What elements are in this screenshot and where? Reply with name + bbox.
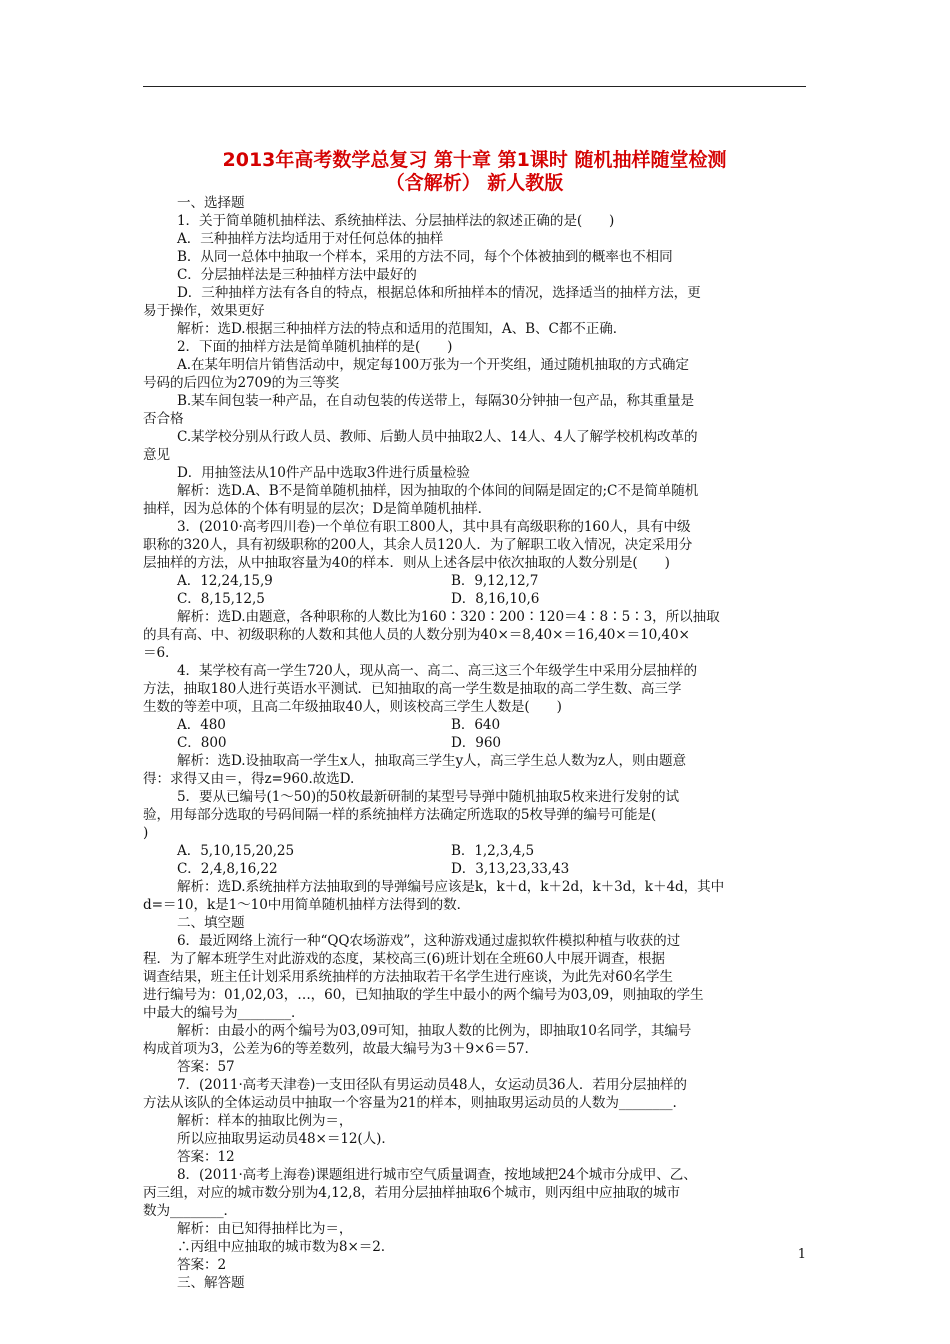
text-line: ＝6.	[143, 645, 170, 661]
question-stem: 8．(2011·高考上海卷)课题组进行城市空气质量调查，按地域把24个城市分成甲、乙、	[177, 1167, 697, 1183]
option-c: C．2,4,8,16,22	[177, 861, 278, 877]
solution-line: 解析：样本的抽取比例为＝，	[177, 1113, 353, 1129]
option-line: B.某车间包装一种产品，在自动包装的传送带上，每隔30分钟抽一包产品，称其重量是	[177, 393, 694, 409]
answer-line: 答案：2	[177, 1257, 227, 1273]
question-stem: 4．某学校有高一学生720人，现从高一、高二、高三这三个年级学生中采用分层抽样的	[177, 663, 697, 679]
text-line: 意见	[143, 447, 170, 463]
option-b: B．9,12,12,7	[451, 573, 539, 589]
solution-line: 解析：选D.由题意，各种职称的人数比为160∶320∶200∶120＝4∶8∶5∶3，所以抽取	[177, 609, 720, 625]
option-a: A．5,10,15,20,25	[177, 843, 295, 859]
option-a: A．480	[177, 717, 226, 733]
text-line: 构成首项为3，公差为6的等差数列，故最大编号为3＋9×6＝57.	[143, 1041, 529, 1057]
document-body	[143, 194, 808, 1292]
question-stem: 2．下面的抽样方法是简单随机抽样的是( )	[177, 339, 453, 355]
header-rule	[143, 86, 806, 87]
question-stem: 5．要从已编号(1～50)的50枚最新研制的某型号导弹中随机抽取5枚来进行发射的试	[177, 789, 680, 805]
option-row	[143, 842, 808, 860]
option-line: C.某学校分别从行政人员、教师、后勤人员中抽取2人、14人、4人了解学校机构改革的	[177, 429, 698, 445]
option-d: D．3,13,23,33,43	[451, 861, 570, 877]
question-stem: 1．关于简单随机抽样法、系统抽样法、分层抽样法的叙述正确的是( )	[177, 213, 615, 229]
text-line: d=＝10，k是1～10中用简单随机抽样方法得到的数．	[143, 897, 471, 913]
option-d: D．8,16,10,6	[451, 591, 540, 607]
option-row	[143, 572, 808, 590]
option-line: A.在某年明信片销售活动中，规定每100万张为一个开奖组，通过随机抽取的方式确定	[177, 357, 689, 373]
text-line: 易于操作，效果更好	[143, 303, 265, 319]
solution-line: 解析：选D.A、B不是简单随机抽样，因为抽取的个体间的间隔是固定的;C不是简单随机	[177, 483, 699, 499]
option-b: B．640	[451, 717, 501, 733]
option-a: A．12,24,15,9	[177, 573, 273, 589]
text-line: 得：求得又由＝，得z=960.故选D.	[143, 771, 355, 787]
text-line: 生数的等差中项，且高二年级抽取40人，则该校高三学生人数是( )	[143, 699, 562, 715]
option-line: D．用抽签法从10件产品中选取3件进行质量检验	[177, 465, 470, 481]
text-line: 否合格	[143, 411, 184, 427]
text-line: 抽样，因为总体的个体有明显的层次；D是简单随机抽样．	[143, 501, 492, 517]
option-c: C．800	[177, 735, 227, 751]
text-line: 进行编号为：01,02,03，…，60，已知抽取的学生中最小的两个编号为03,09，则抽取的学生	[143, 987, 704, 1003]
question-stem: 6．最近网络上流行一种“QQ农场游戏”，这种游戏通过虚拟软件模拟种植与收获的过	[177, 933, 681, 949]
text-line: 程．为了解本班学生对此游戏的态度，某校高三(6)班计划在全班60人中展开调查，根据	[143, 951, 665, 967]
solution-line: 所以应抽取男运动员48×＝12(人)．	[177, 1131, 395, 1147]
section-heading: 一、选择题	[177, 195, 245, 211]
text-line: 调查结果，班主任计划采用系统抽样的方法抽取若干名学生进行座谈，为此先对60名学生	[143, 969, 673, 985]
text-line: 数为________．	[143, 1203, 238, 1219]
solution-line: 解析：选D.根据三种抽样方法的特点和适用的范围知，A、B、C都不正确．	[177, 321, 627, 337]
section-heading: 三、解答题	[177, 1275, 245, 1291]
text-line: 层抽样的方法，从中抽取容量为40的样本．则从上述各层中依次抽取的人数分别是( )	[143, 555, 670, 571]
option-c: C．8,15,12,5	[177, 591, 265, 607]
option-row	[143, 590, 808, 608]
option-row	[143, 734, 808, 752]
answer-line: 答案：12	[177, 1149, 235, 1165]
solution-line: 解析：由最小的两个编号为03,09可知，抽取人数的比例为，即抽取10名同学，其编号	[177, 1023, 692, 1039]
option-line: C．分层抽样法是三种抽样方法中最好的	[177, 267, 417, 283]
text-line: 丙三组，对应的城市数分别为4,12,8，若用分层抽样抽取6个城市，则丙组中应抽取的城市	[143, 1185, 680, 1201]
text-line: 方法，抽取180人进行英语水平测试．已知抽取的高一学生数是抽取的高二学生数、高三学	[143, 681, 682, 697]
document-title-line1: 2013年高考数学总复习 第十章 第1课时 随机抽样随堂检测	[222, 149, 727, 171]
option-row	[143, 860, 808, 878]
text-line: 的具有高、中、初级职称的人数和其他人员的人数分别为40×＝8,40×＝16,40×＝10,40×	[143, 627, 690, 643]
text-line: 中最大的编号为________．	[143, 1005, 305, 1021]
page-number: 1	[797, 1247, 806, 1262]
answer-line: 答案：57	[177, 1059, 235, 1075]
solution-line: 解析：选D.设抽取高一学生x人，抽取高三学生y人，高三学生总人数为z人，则由题意	[177, 753, 687, 769]
text-line: 验，用每部分选取的号码间隔一样的系统抽样方法确定所选取的5枚导弹的编号可能是(	[143, 807, 657, 823]
section-heading: 二、填空题	[177, 915, 245, 931]
text-line: )	[143, 825, 149, 841]
option-b: B．1,2,3,4,5	[451, 843, 535, 859]
document-title-line2: （含解析） 新人教版	[385, 172, 564, 194]
option-row	[143, 716, 808, 734]
text-line: 职称的320人，具有初级职称的200人，其余人员120人．为了解职工收入情况，决定采用分	[143, 537, 693, 553]
question-stem: 3．(2010·高考四川卷)一个单位有职工800人，其中具有高级职称的160人，具有中级	[177, 519, 691, 535]
option-line: A．三种抽样方法均适用于对任何总体的抽样	[177, 231, 444, 247]
text-line: 号码的后四位为2709的为三等奖	[143, 375, 340, 391]
solution-line: 解析：选D.系统抽样方法抽取到的导弹编号应该是k，k＋d，k＋2d，k＋3d，k＋4d，其中	[177, 879, 725, 895]
option-d: D．960	[451, 735, 501, 751]
question-stem: 7．(2011·高考天津卷)一支田径队有男运动员48人，女运动员36人．若用分层抽样的	[177, 1077, 687, 1093]
option-line: B．从同一总体中抽取一个样本，采用的方法不同，每个个体被抽到的概率也不相同	[177, 249, 673, 265]
solution-line: 解析：由已知得抽样比为＝，	[177, 1221, 353, 1237]
solution-line: ∴丙组中应抽取的城市数为8×＝2.	[177, 1239, 386, 1255]
text-line: 方法从该队的全体运动员中抽取一个容量为21的样本，则抽取男运动员的人数为________.	[143, 1095, 677, 1111]
option-line: D．三种抽样方法有各自的特点，根据总体和所抽样本的情况，选择适当的抽样方法，更	[177, 285, 701, 301]
